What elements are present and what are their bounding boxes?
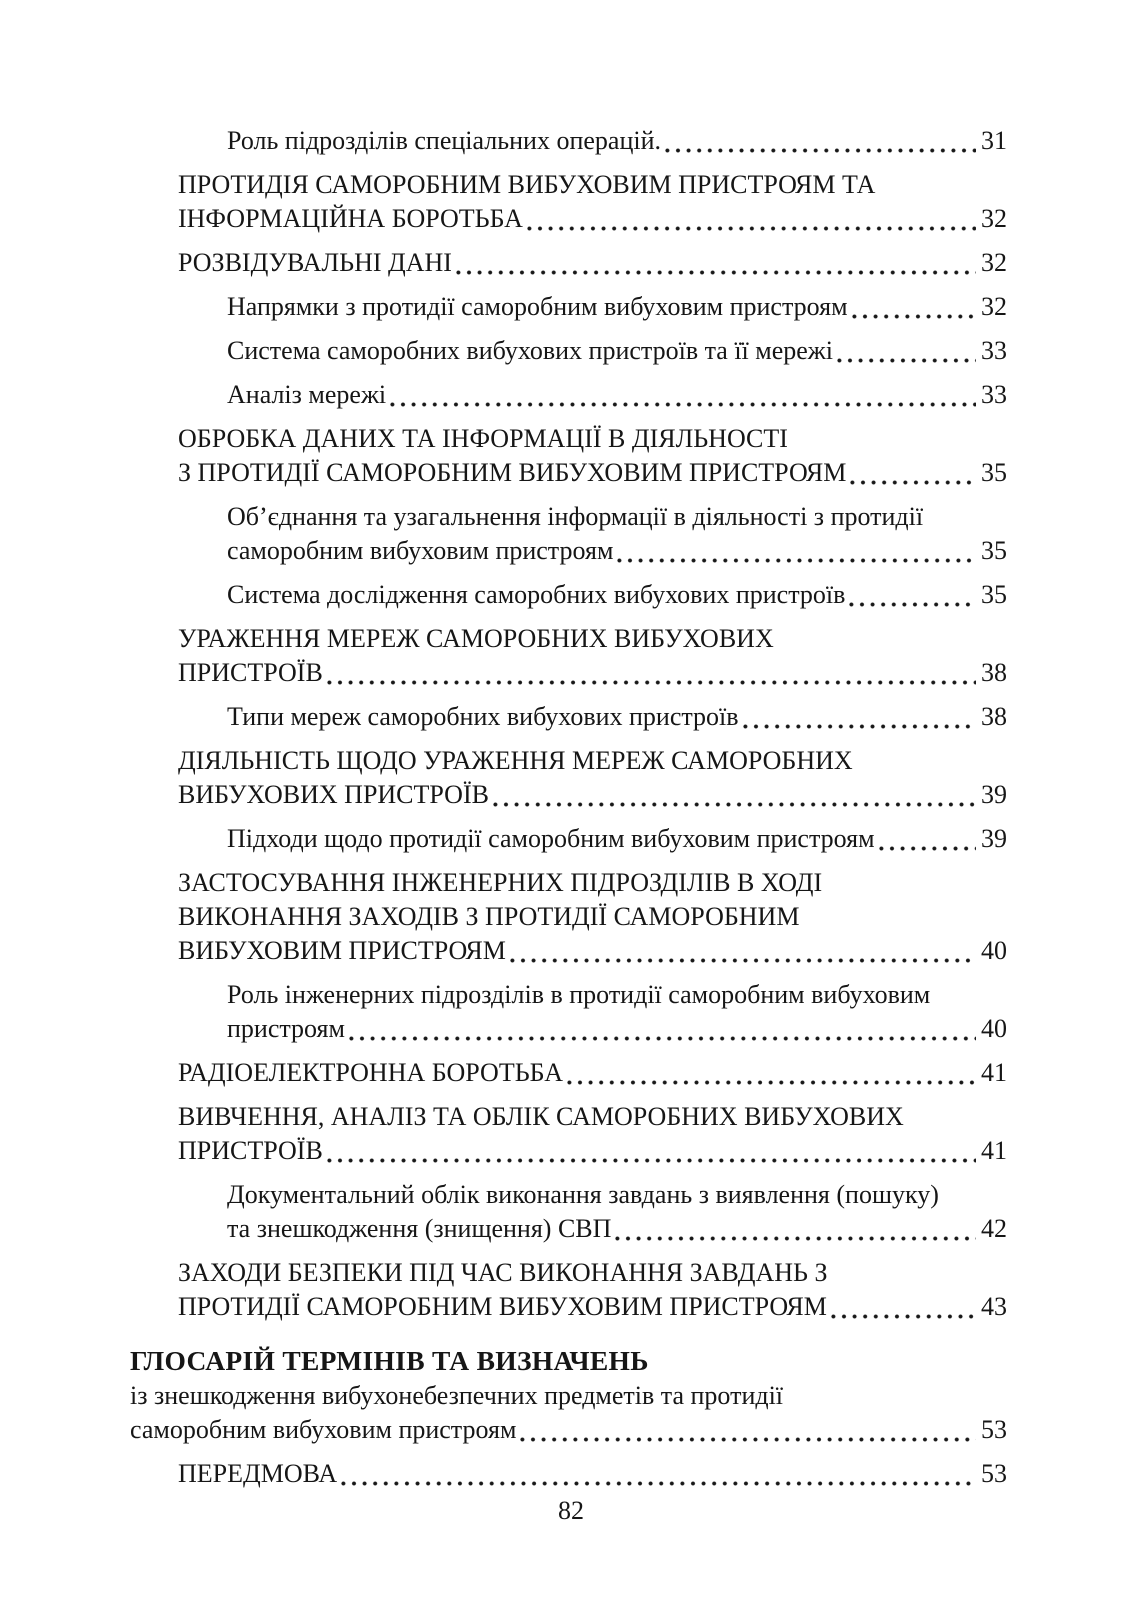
dot-leader bbox=[341, 1481, 976, 1486]
toc-entry-line bbox=[227, 290, 1007, 324]
toc-entry-text: ІНФОРМАЦІЙНА БОРОТЬБА bbox=[178, 204, 523, 233]
toc-page-number: 33 bbox=[981, 336, 1007, 365]
toc-entry-line bbox=[178, 656, 1007, 690]
toc-entry-line bbox=[227, 700, 1007, 734]
toc-page-number: 35 bbox=[981, 580, 1007, 609]
toc-entry-text: РАДІОЕЛЕКТРОННА БОРОТЬБА bbox=[178, 1058, 563, 1087]
table-of-contents bbox=[130, 124, 1007, 1491]
toc-page-number: 41 bbox=[981, 1136, 1007, 1165]
toc-entry-line bbox=[227, 378, 1007, 412]
toc-entry bbox=[130, 1178, 1007, 1246]
dot-leader bbox=[879, 846, 976, 851]
toc-entry bbox=[130, 378, 1007, 412]
toc-page-number: 38 bbox=[981, 658, 1007, 687]
toc-entry bbox=[130, 744, 1007, 812]
dot-leader bbox=[850, 480, 976, 485]
toc-entry bbox=[130, 500, 1007, 568]
toc-entry bbox=[130, 168, 1007, 236]
toc-entry-text: ПРОТИДІЇ САМОРОБНИМ ВИБУХОВИМ ПРИСТРОЯМ bbox=[178, 1292, 827, 1321]
dot-leader bbox=[456, 270, 976, 275]
dot-leader bbox=[615, 1236, 976, 1241]
dot-leader bbox=[849, 602, 976, 607]
toc-entry-line bbox=[227, 1178, 1007, 1212]
toc-entry-line bbox=[227, 124, 1007, 158]
toc-entry-text: Аналіз мережі bbox=[227, 380, 387, 409]
toc-entry-text: ЗАСТОСУВАННЯ ІНЖЕНЕРНИХ ПІДРОЗДІЛІВ В ХОДІ bbox=[178, 868, 823, 897]
toc-entry-text: УРАЖЕННЯ МЕРЕЖ САМОРОБНИХ ВИБУХОВИХ bbox=[178, 624, 774, 653]
toc-entry-line bbox=[178, 202, 1007, 236]
toc-entry bbox=[130, 822, 1007, 856]
toc-entry-line bbox=[130, 1379, 1007, 1413]
toc-entry-line bbox=[227, 822, 1007, 856]
toc-entry bbox=[130, 334, 1007, 368]
dot-leader bbox=[527, 226, 976, 231]
dot-leader bbox=[510, 958, 976, 963]
toc-page-number: 53 bbox=[981, 1415, 1007, 1444]
page-number: 82 bbox=[558, 1496, 584, 1525]
toc-entry-line bbox=[178, 1457, 1007, 1491]
toc-entry bbox=[130, 866, 1007, 968]
dot-leader bbox=[852, 314, 976, 319]
dot-leader bbox=[743, 724, 976, 729]
toc-page-number: 43 bbox=[981, 1292, 1007, 1321]
toc-entry-line bbox=[227, 534, 1007, 568]
toc-entry bbox=[130, 1100, 1007, 1168]
toc-entry-text: ОБРОБКА ДАНИХ ТА ІНФОРМАЦІЇ В ДІЯЛЬНОСТІ bbox=[178, 424, 788, 453]
toc-entry-line bbox=[178, 1290, 1007, 1324]
toc-entry-line bbox=[178, 168, 1007, 202]
toc-page-number: 39 bbox=[981, 824, 1007, 853]
toc-entry bbox=[130, 246, 1007, 280]
toc-entry-line bbox=[178, 1056, 1007, 1090]
toc-entry-text: Роль інженерних підрозділів в протидії саморобним вибуховим bbox=[227, 980, 931, 1009]
toc-entry-text: Напрямки з протидії саморобним вибуховим пристроям bbox=[227, 292, 848, 321]
toc-entry-line bbox=[227, 500, 1007, 534]
toc-entry-text: та знешкодження (знищення) СВП bbox=[227, 1214, 612, 1243]
toc-entry bbox=[130, 1256, 1007, 1324]
toc-page-number: 35 bbox=[981, 536, 1007, 565]
toc-entry-line bbox=[178, 1256, 1007, 1290]
dot-leader bbox=[520, 1437, 976, 1442]
dot-leader bbox=[390, 402, 976, 407]
toc-entry-line bbox=[227, 578, 1007, 612]
toc-entry bbox=[130, 422, 1007, 490]
toc-entry-line bbox=[178, 1100, 1007, 1134]
toc-entry-line bbox=[130, 1344, 1007, 1379]
toc-entry bbox=[130, 1056, 1007, 1090]
toc-entry-text: РОЗВІДУВАЛЬНІ ДАНІ bbox=[178, 248, 452, 277]
toc-entry-text: Об’єднання та узагальнення інформації в діяльності з протидії bbox=[227, 502, 924, 531]
dot-leader bbox=[493, 802, 976, 807]
toc-entry-text: Система дослідження саморобних вибухових пристроїв bbox=[227, 580, 846, 609]
toc-entry bbox=[130, 290, 1007, 324]
chapter-heading: ГЛОСАРІЙ ТЕРМІНІВ ТА ВИЗНАЧЕНЬ bbox=[130, 1345, 649, 1376]
toc-entry bbox=[130, 1457, 1007, 1491]
toc-entry-text: Система саморобних вибухових пристроїв та її мережі bbox=[227, 336, 833, 365]
toc-entry-line bbox=[178, 1134, 1007, 1168]
dot-leader bbox=[349, 1036, 976, 1041]
toc-page-number: 32 bbox=[981, 292, 1007, 321]
toc-page-number: 32 bbox=[981, 248, 1007, 277]
toc-entry bbox=[130, 622, 1007, 690]
toc-entry-text: Роль підрозділів спеціальних операцій. bbox=[227, 126, 662, 155]
toc-entry-text: ВИВЧЕННЯ, АНАЛІЗ ТА ОБЛІК САМОРОБНИХ ВИБУХОВИХ bbox=[178, 1102, 904, 1131]
toc-entry-text: ЗАХОДИ БЕЗПЕКИ ПІД ЧАС ВИКОНАННЯ ЗАВДАНЬ З bbox=[178, 1258, 828, 1287]
dot-leader bbox=[327, 680, 976, 685]
dot-leader bbox=[617, 558, 976, 563]
toc-entry-text: Документальний облік виконання завдань з виявлення (пошуку) bbox=[227, 1180, 939, 1209]
toc-entry-text: ВИКОНАННЯ ЗАХОДІВ З ПРОТИДІЇ САМОРОБНИМ bbox=[178, 902, 800, 931]
toc-entry bbox=[130, 124, 1007, 158]
dot-leader bbox=[665, 148, 976, 153]
toc-entry-line bbox=[178, 900, 1007, 934]
dot-leader bbox=[837, 358, 976, 363]
toc-entry-text: ВИБУХОВИМ ПРИСТРОЯМ bbox=[178, 936, 506, 965]
toc-entry-line bbox=[130, 1413, 1007, 1447]
toc-entry-line bbox=[178, 934, 1007, 968]
toc-entry-line bbox=[227, 334, 1007, 368]
toc-entry-text: ПРИСТРОЇВ bbox=[178, 658, 323, 687]
dot-leader bbox=[327, 1158, 976, 1163]
toc-page-number: 32 bbox=[981, 204, 1007, 233]
toc-page-number: 38 bbox=[981, 702, 1007, 731]
toc-entry-line bbox=[178, 744, 1007, 778]
toc-entry-text: ВИБУХОВИХ ПРИСТРОЇВ bbox=[178, 780, 489, 809]
toc-entry-line bbox=[178, 246, 1007, 280]
toc-page-number: 40 bbox=[981, 936, 1007, 965]
toc-page-number: 39 bbox=[981, 780, 1007, 809]
toc-entry bbox=[130, 578, 1007, 612]
toc-page-number: 35 bbox=[981, 458, 1007, 487]
toc-entry-line bbox=[178, 866, 1007, 900]
toc-entry-text: саморобним вибуховим пристроям bbox=[130, 1415, 517, 1444]
toc-entry-line bbox=[178, 778, 1007, 812]
toc-entry-text: ПРИСТРОЇВ bbox=[178, 1136, 323, 1165]
toc-entry-text: З ПРОТИДІЇ САМОРОБНИМ ВИБУХОВИМ ПРИСТРОЯМ bbox=[178, 458, 847, 487]
toc-entry-text: саморобним вибуховим пристроям bbox=[227, 536, 614, 565]
toc-page-number: 33 bbox=[981, 380, 1007, 409]
toc-entry bbox=[130, 700, 1007, 734]
toc-entry bbox=[130, 1344, 1007, 1447]
toc-entry-line bbox=[227, 1012, 1007, 1046]
toc-entry-text: Типи мереж саморобних вибухових пристроїв bbox=[227, 702, 739, 731]
toc-page-number: 53 bbox=[981, 1459, 1007, 1488]
toc-page-number: 41 bbox=[981, 1058, 1007, 1087]
toc-page-number: 31 bbox=[981, 126, 1007, 155]
toc-entry-line bbox=[178, 422, 1007, 456]
toc-entry-text: Підходи щодо протидії саморобним вибуховим пристроям bbox=[227, 824, 875, 853]
toc-entry-line bbox=[227, 978, 1007, 1012]
folio bbox=[0, 1494, 1142, 1528]
toc-entry-line bbox=[178, 622, 1007, 656]
toc-page-number: 42 bbox=[981, 1214, 1007, 1243]
toc-entry bbox=[130, 978, 1007, 1046]
toc-entry-text: ДІЯЛЬНІСТЬ ЩОДО УРАЖЕННЯ МЕРЕЖ САМОРОБНИХ bbox=[178, 746, 853, 775]
dot-leader bbox=[831, 1314, 976, 1319]
toc-entry-text: ПЕРЕДМОВА bbox=[178, 1459, 338, 1488]
toc-page-number: 40 bbox=[981, 1014, 1007, 1043]
dot-leader bbox=[567, 1080, 976, 1085]
toc-entry-text: пристроям bbox=[227, 1014, 345, 1043]
toc-entry-text: із знешкодження вибухонебезпечних предметів та протидії bbox=[130, 1381, 784, 1410]
toc-entry-line bbox=[227, 1212, 1007, 1246]
toc-entry-line bbox=[178, 456, 1007, 490]
toc-entry-text: ПРОТИДІЯ САМОРОБНИМ ВИБУХОВИМ ПРИСТРОЯМ ТА bbox=[178, 170, 876, 199]
